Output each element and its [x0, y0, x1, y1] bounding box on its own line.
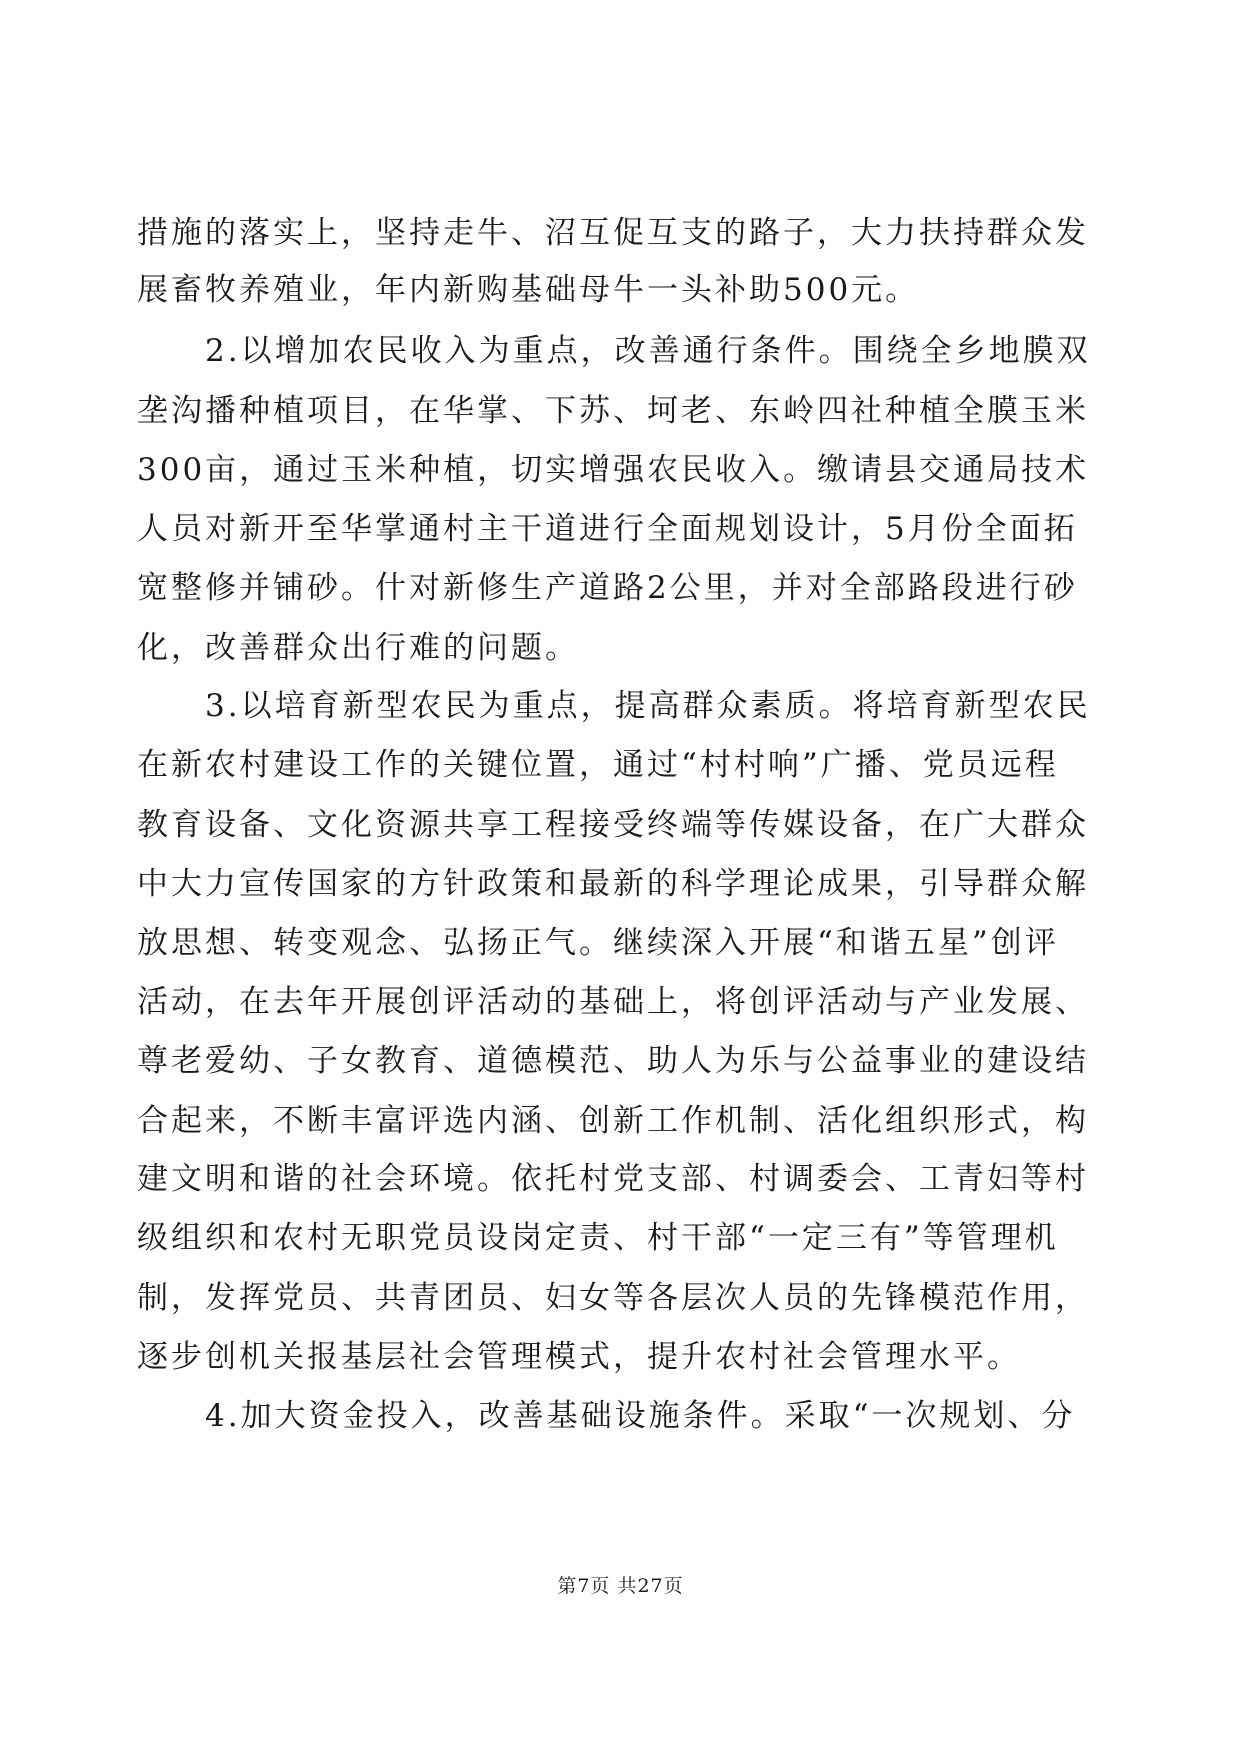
- page-number-footer: 第7页 共27页: [557, 1575, 684, 1597]
- text-line-9: 3.以培育新型农民为重点，提高群众素质。将培育新型农民: [137, 688, 1091, 724]
- text-line-3: 2.以增加农民收入为重点，改善通行条件。围绕全乡地膜双: [137, 333, 1091, 369]
- text-line-5: 300亩，通过玉米种植，切实增强农民收入。缴请县交通局技术: [137, 452, 1090, 488]
- text-line-13: 放思想、转变观念、弘扬正气。继续深入开展“和谐五星”创评: [137, 925, 1059, 961]
- text-line-6: 人员对新开至华掌通村主干道进行全面规划设计，5月份全面拓: [137, 511, 1078, 547]
- text-line-1: 措施的落实上，坚持走牛、沼互促互支的路子，大力扶持群众发: [137, 215, 1089, 251]
- text-line-20: 逐步创机关报基层社会管理模式，提升农村社会管理水平。: [137, 1339, 1021, 1375]
- text-line-2: 展畜牧养殖业，年内新购基础母牛一头补助500元。: [137, 272, 920, 308]
- text-line-7: 宽整修并铺砂。什对新修生产道路2公里，并对全部路段进行砂: [137, 570, 1078, 606]
- text-line-8: 化，改善群众出行难的问题。: [137, 630, 579, 666]
- text-line-17: 建文明和谐的社会环境。依托村党支部、村调委会、工青妇等村: [137, 1161, 1089, 1197]
- text-line-10: 在新农村建设工作的关键位置，通过“村村响”广播、党员远程: [137, 747, 1059, 783]
- text-line-12: 中大力宣传国家的方针政策和最新的科学理论成果，引导群众解: [137, 866, 1089, 902]
- text-line-18: 级组织和农村无职党员设岗定责、村干部“一定三有”等管理机: [137, 1220, 1059, 1256]
- text-line-21: 4.加大资金投入，改善基础设施条件。采取“一次规划、分: [137, 1398, 1076, 1434]
- text-line-14: 活动，在去年开展创评活动的基础上，将创评活动与产业发展、: [137, 984, 1089, 1020]
- text-line-11: 教育设备、文化资源共享工程接受终端等传媒设备，在广大群众: [137, 807, 1089, 843]
- text-line-19: 制，发挥党员、共青团员、妇女等各层次人员的先锋模范作用，: [137, 1280, 1089, 1316]
- text-line-4: 垄沟播种植项目，在华掌、下苏、坷老、东岭四社种植全膜玉米: [137, 393, 1089, 429]
- text-line-15: 尊老爱幼、子女教育、道德模范、助人为乐与公益事业的建设结: [137, 1043, 1089, 1079]
- text-line-16: 合起来，不断丰富评选内涵、创新工作机制、活化组织形式，构: [137, 1103, 1089, 1139]
